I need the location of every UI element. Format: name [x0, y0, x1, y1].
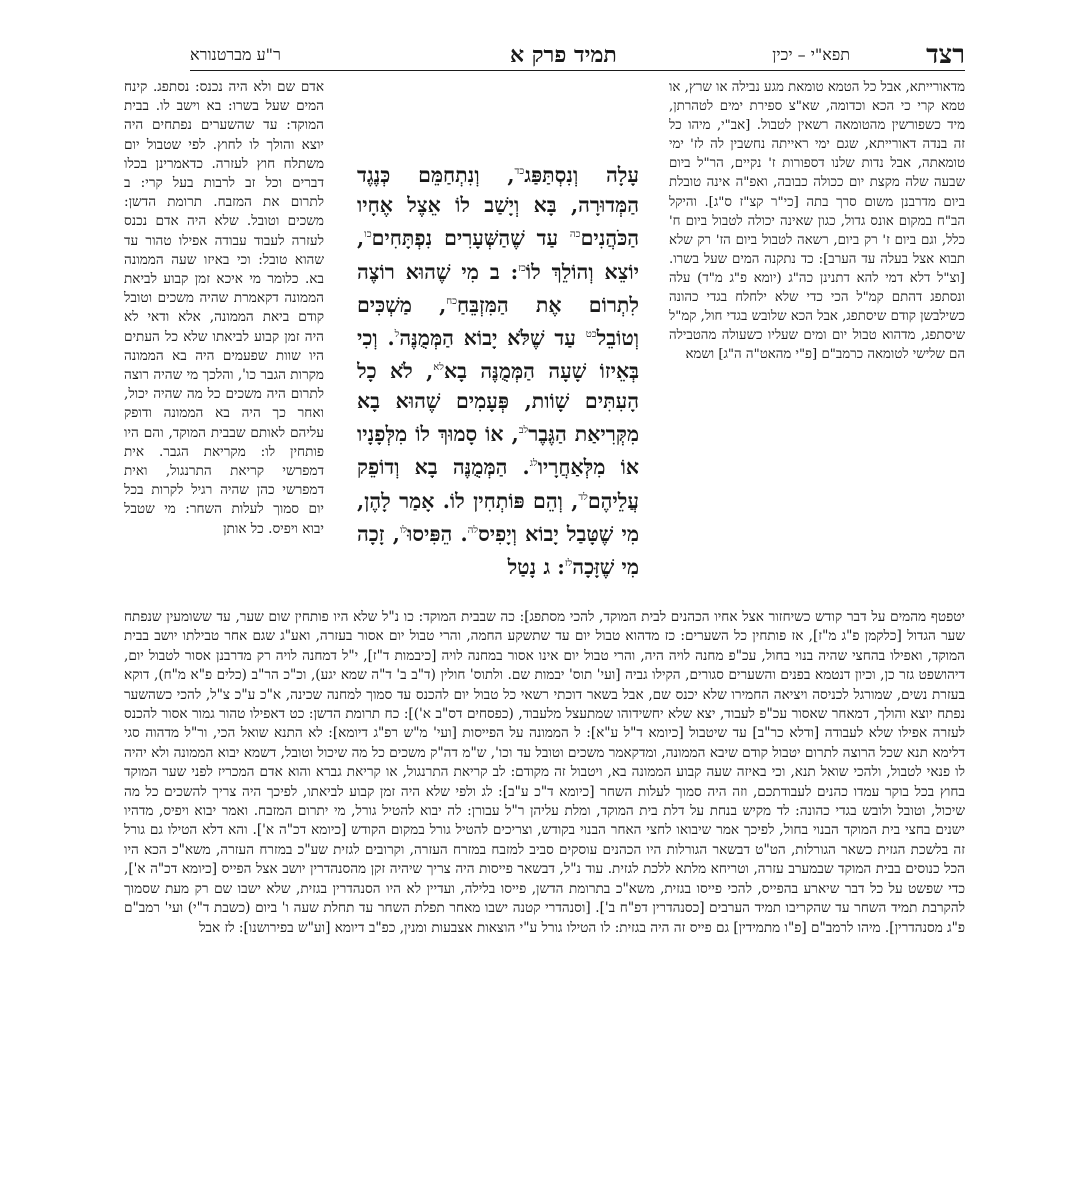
bartenura-column	[124, 78, 324, 606]
tiferet-yisrael-lower-text: יטפטף מהמים על דבר קודש כשיחזור אצל אחיו הכהנים לבית המוקד, להכי מסתפג]: כה שבבית המוקד: כו נ"ל שלא היו פותחין שום שער, עד ששומעין שנפתח שער הגדול [כלקמן פ"ג מ"ז], אז פותחין כל השערים: כז מדהוא טבול יום עד שתשקע החמה, והרי טבול יום אסור בעזרה, ואע"ג שגם אחר טבילתו יושב בבית המוקד, ואפילו בהחצי שהיה בנוי בחול, עכ"פ מחנה לויה היה, והרי טבול יום אינו אסור במחנה לויה [כיבמות ד"ז], י"ל דמחנה לויה רק מדרבנן אסור לטבול יום, דיהושפט גזר כן, וכיון דנטמא בפנים והשערים סגורים, הקילו גביה [ועי' תוס' יבמות שם. ולתוס' חולין (ד"ב ב' ד"ה שמא יגע), וכ"כ הר"ב (כלים פ"א מ"ח), דוקא בעזרת נשים, שמורגל לכניסה ויציאה החמירו שלא יכנס שם, אבל בשאר דוכתי רשאי כל טבול יום להכנס עד סמוך למחנה שכינה, א"כ ע"כ צ"ל, להכי כשהשער נפתח יוצא והולך, דמאחר שאסור עכ"פ לעבוד, יצא שלא יחשידוהו שמתעצל מלעבוד, (כפסחים דס"ב א')]: כח תרומת הדשן: כט דאפילו טהור גמור אסור להכנס לעזרה אפילו שלא לעבודה [ודלא כר"ב] עד שיטבול [כיומא ד"ל ע"א]: ל הממונה על הפייסות [ועי' מ"ש רפ"ג דיומא]: לא התנא שואל הכי, ור"ל מדהוה סגי דלימא תנא שכל הרוצה לתרום יטבול קודם שיבא הממונה, ומדקאמר משכים וטובל עד וכו', ש"מ דה"ק משכים כל מה שיכול וטובל, דשמא יבוא הממונה ולא יהיה לו פנאי לטבול, ולהכי שואל תנא, וכי באיזה שעה קבוע הממונה בא, ויטבול זה מקודם: לב קריאת התרנגול, או קריאת גברא והוא אדם המכריז לפני שער המוקד בחוץ בכל בוקר עמדו כהנים לעבודתכם, וזה היה סמוך לעלות השחר [כיומא ד"כ ע"ב]: לג ולפי שלא היה זמן קבוע לביאתו, לפיכך היה צריך להשכים כל מה שיכול, וטובל ולובש בגדי כהונה: לד מקיש בנחת על דלת בית המוקד, ומלת עליהן ר"ל עבורן: לה יבוא להטיל גורל, מי יתרום המזבח. ואמר יבוא ויפיס, מדהיו ישנים בחצי בית המוקד הבנוי בחול, לפיכך אמר שיבואו לחצי האחר הבנוי בקודש, וצריכים להטיל גורל במקום הקודש [כיומא דכ"ה א']. והא דלא הטילו גם גורל זה בלשכת הגזית כשאר הגורלות, הט"ט דבשאר הגורלות היו הכהנים עוסקים סביב למזבח במזרח העזרה, וקרובים לגזית שע"כ במזרח העזרה, משא"כ הכא היו הכל כנוסים בבית המוקד שבמערב עזרה, וטריחא מלתא ללכת לגזית. עוד נ"ל, דבשאר פייסות היה צריך שיהיה זקן מהסנהדרין יושב אצל הפייס [כיומא דכ"ה א'], כדי שפשט על כל דבר שיארע בהפייס, להכי פייסו בגזית, משא"כ בתרומת הדשן, פייסו בלילה, ועדיין לא היו הסנהדרין בגזית, שלא ישבו שם רק מעת שסמוך להקרבת תמיד השחר עד שהקריבו תמיד הערבים [כסנהדרין דפ"ח ב']. [וסנהדרי קטנה ישבו מאחר תפלת השחר עד תחלת שעה ו' ביום (כשבת ד"י) ועי' רמב"ם פ"ג מסנהדרין]. מיהו לרמב"ם [פ"ו מתמידין] גם פייס זה היה בגזית: לו הטילו גורל ע"י הוצאות אצבעות ומנין, כפ"ב דיומא [וע"ש בפירושנו]: לז אבל	[124, 609, 965, 936]
footnote-marker: כו	[364, 229, 372, 241]
footnote-marker: לא	[433, 361, 444, 373]
mishna-segment: , וְהֵם פּוֹתְחִין לוֹ. אָמַר לָהֶן, מִי שֶׁטָּבַל יָבוֹא וְיָפִיס	[357, 488, 639, 546]
header-commentary-name: תפא"י – יכין	[772, 45, 850, 64]
footnote-marker: כה	[569, 229, 581, 241]
footnote-marker: לב	[518, 425, 529, 437]
mishna-segment: עָלָה וְנִסְתַּפַּג	[524, 162, 639, 187]
footnote-marker: כט	[585, 328, 597, 340]
mishna-segment: עַד שֶׁהַשְּׁעָרִים נִפְתָּחִים	[371, 226, 570, 251]
footnote-marker: כז	[518, 262, 526, 274]
mishna-segment: . וְכִי בְּאֵיזוֹ שָׁעָה הַמְּמֻנֶּה בָא	[357, 325, 639, 383]
footnote-marker: לד	[578, 491, 588, 503]
mishna-segment: , וְנִתְחַמֵּם כְּנֶגֶד הַמְּדוּרָה, בָּא וְיָשַׁב לוֹ אֵצֶל אֶחָיו הַכֹּהֲנִים	[357, 162, 639, 251]
mishna-segment: , מַשְׁכִּים וְטוֹבֵל	[357, 292, 639, 350]
footnote-marker: לה	[467, 524, 479, 536]
mishna-text	[357, 157, 639, 582]
mishna-segment: : ב מִי שֶׁהוּא רוֹצֶה לִתְרוֹם אֶת הַמִּזְבֵּחַ	[357, 259, 639, 317]
tiferet-yisrael-lower-column	[124, 608, 965, 1188]
mishna-segment: : ג נָטַל	[507, 554, 565, 579]
footnote-marker: כד	[514, 166, 525, 177]
footnote-marker: ל	[394, 328, 400, 340]
mishna-segment: . הַמְּמֻנֶּה בָא וְדוֹפֵק עֲלֵיהֶם	[357, 455, 639, 513]
tiferet-yisrael-upper-column	[669, 78, 965, 606]
footnote-marker: לו	[399, 524, 408, 536]
header-bartenura-name: ר"ע מברטנורא	[190, 45, 281, 64]
tiferet-yisrael-upper-text: מדאורייתא, אבל כל הטמא טומאת מגע נבילה או שרץ, או טמא קרי כי הכא וכדומה, שא"צ ספירת ימים לטהרתן, מיד כשפורשין מהטומאה רשאין לטבול. [אב"י, מיהו כל זה בנדה דאורייתא, שגם ימי ראייתה נחשבין לה לז' ימי טומאתה, אבל נדות שלנו דספורות ז' נקיים, הר"ל ביום שבעה שלה מקצת יום ככולה כבובה, ואפ"ה אינה טובלת ביום מדרבנן משום סרך בתה [כי"ר קצ"ז ס"ג]. והיקל הב"ח במקום אונס גדול, כגון שאינה יכולה לטבול ביום ח' כלל, וגם ביום ז' רק ביום, רשאה לטבול ביום הז' רק שלא תבוא אצל בעלה עד הערב]: כד נתקנה המים שעל בשרו. [וצ"ל דלא דמי להא דתנינן כה"ג (יומא פ"ג מ"ד) עלה ונסתפג דהתם קמ"ל הכי כדי שלא ילחלח בגדי כהונה כשילבשן קודם שיסתפג, אבל הכא שלובש בגדי חול, קמ"ל שיסתפג, מדהוא טבול יום ומים שעליו כשעולה מהטבילה הם שלישי לטומאה כרמב"ם [פ"י מהאט"ה ה"ג] ושמא	[669, 80, 965, 363]
footnote-marker: כח	[446, 295, 458, 307]
page-number: רצד	[926, 40, 965, 70]
mishna-segment: עַד שֶׁלֹּא יָבוֹא הַמְּמֻנֶּה	[399, 325, 586, 350]
footnote-marker: לז	[564, 557, 573, 569]
mishna-column	[357, 157, 639, 605]
chapter-title: תמיד פרק א	[510, 42, 617, 68]
footnote-marker: לג	[529, 458, 538, 470]
mishna-segment: , לֹא כָל הָעִתִּים שָׁוֹות, פְּעָמִים שֶׁהוּא בָא מִקְּרִיאַת הַגֶּבֶר	[357, 358, 639, 447]
mishna-segment: . הֵפִּיסוּ	[407, 521, 468, 546]
bartenura-text: אדם שם ולא היה נכנס: נסתפג. קינח המים שעל בשרו: בא וישב לו. בבית המוקד: עד שהשערים נפתחים היה יוצא והולך לו לחוץ. לפי שטבול יום משתלח חוץ לעזרה. כדאמרינן בכלו דברים וכל זב לרבות בעל קרי: ב לתרום את המזבח. תרומת הדשן: משכים וטובל. שלא היה אדם נכנס לעזרה לעבוד עבודה אפילו טהור עד שהוא טובל: וכי באיזו שעה הממונה בא. כלומר מי איכא זמן קבוע לביאת הממונה דקאמרת שהיה משכים וטובל קודם ביאת הממונה, אלא ודאי לא היה זמן קבוע לביאתו שלא כל העתים היו שוות שפעמים היה בא הממונה מקרות הגבר כו', והלכך מי שהיה רוצה לתרום היה משכים כל מה שהיה יכול, ואחר כך היה בא הממונה ודופק עליהם לאותם שבבית המוקד, והם היו פותחין לו: מקריאת הגבר. אית דמפרשי קריאת התרנגול, ואית דמפרשי כהן שהיה רגיל לקרות בכל יום סמוך לעלות השחר: מי שטבל יבוא ויפיס. כל אותן	[124, 79, 324, 537]
mishna-segment: , זָכָה מִי שֶׁזָּכָה	[357, 521, 639, 579]
mishna-segment: , אוֹ סָמוּךְ לוֹ מִלְּפָנָיו אוֹ מִלְּאַחֲרָיו	[357, 422, 639, 480]
mishna-segment: , יוֹצֵא וְהוֹלֵךְ לוֹ	[357, 226, 639, 284]
page-header	[190, 40, 965, 71]
